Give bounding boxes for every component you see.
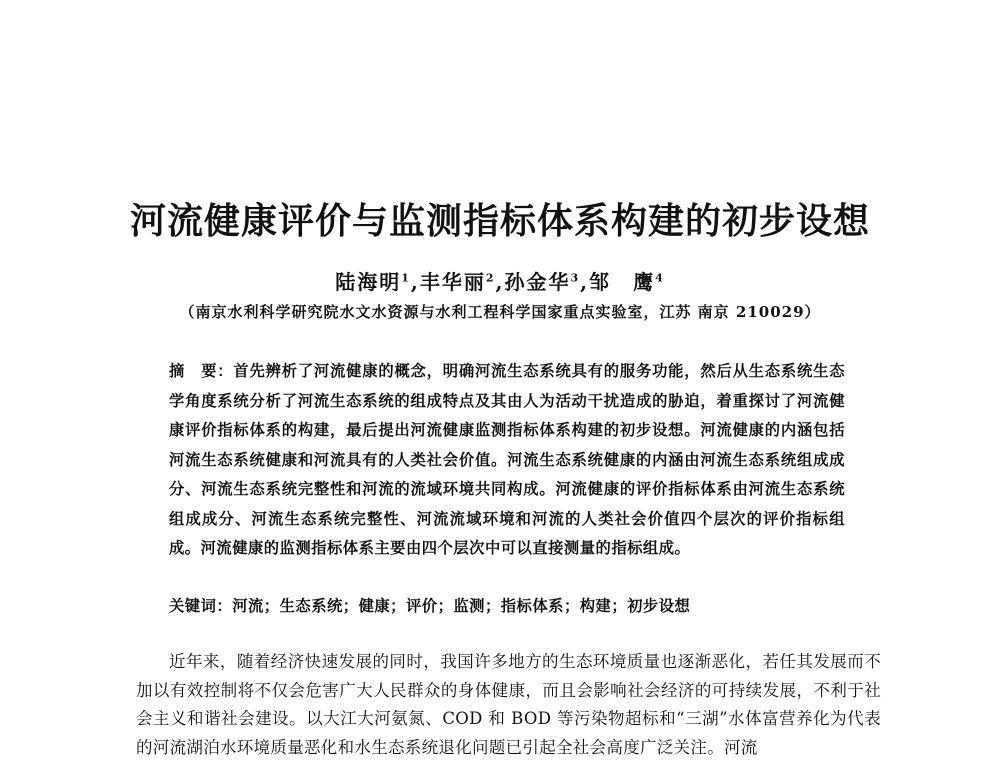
abstract — [169, 357, 845, 564]
abstract-label: 摘 要： — [169, 362, 234, 380]
abstract-text: 首先辨析了河流健康的概念，明确河流生态系统具有的服务功能，然后从生态系统生态学角度系统分析了河流生态系统的组成特点及其由人为活动干扰造成的胁迫，着重探讨了河流健康评价指标体系的构建，最后提出河流健康监测指标体系构建的初步设想。河流健康的内涵包括河流生态系统健康和河流具有的人类社会价值。河流生态系统健康的内涵由河流生态系统组成成分、河流生态系统完整性和河流的流域环境共同构成。河流健康的评价指标体系由河流生态系统组成成分、河流生态系统完整性、河流流域环境和河流的人类社会价值四个层次的评价指标组成。河流健康的监测指标体系主要由四个层次中可以直接测量的指标组成。 — [169, 362, 845, 557]
keywords — [169, 594, 845, 616]
keywords-text: 河流；生态系统；健康；评价；监测；指标体系；构建；初步设想 — [232, 597, 691, 615]
body-paragraph: 近年来，随着经济快速发展的同时，我国许多地方的生态环境质量也逐渐恶化，若任其发展而不加以有效控制将不仅会危害广大人民群众的身体健康，而且会影响社会经济的可持续发展，不利于社会主义和谐社会建设。以大江大河氨氮、COD 和 BOD 等污染物超标和“三湖”水体富营养化为代表的河流湖泊水环境质量恶化和水生态系统退化问题已引起全社会高度广泛关注。河流 — [136, 652, 881, 757]
affiliation: （南京水利科学研究院水文水资源与水利工程科学国家重点实验室，江苏 南京 210029） — [179, 303, 821, 321]
paper-title: 河流健康评价与监测指标体系构建的初步设想 — [129, 201, 870, 242]
author-name: 陆海明 — [335, 270, 402, 294]
affiliation-mark: 1 — [401, 271, 411, 285]
affiliation-mark: 2 — [485, 271, 496, 285]
author-separator: , — [580, 270, 590, 294]
keywords-label: 关键词： — [169, 597, 233, 615]
affiliation-mark: 3 — [570, 271, 581, 285]
author-name: 孙金华 — [504, 270, 571, 294]
author-name: 邹 鹰 — [589, 270, 656, 294]
author-separator: , — [495, 270, 505, 294]
affiliation-mark: 4 — [655, 271, 665, 285]
author-list — [0, 266, 1000, 295]
author-name: 丰华丽 — [419, 270, 486, 294]
author-separator: , — [410, 270, 420, 294]
